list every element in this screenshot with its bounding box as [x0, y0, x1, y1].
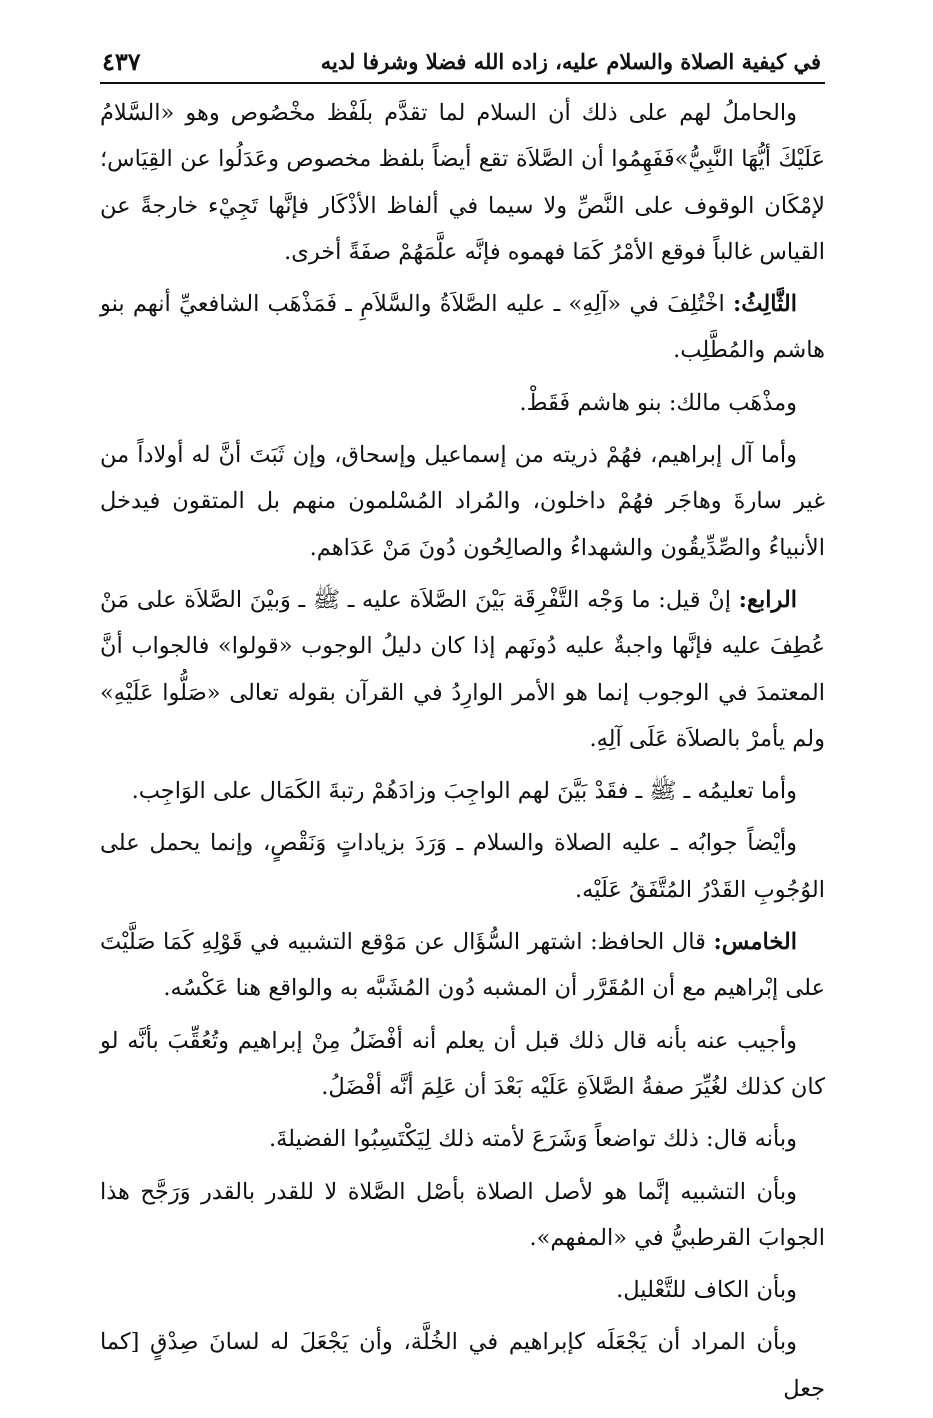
- section-label-fifth: الخامس:: [713, 929, 797, 956]
- page-header: [100, 38, 825, 84]
- paragraph-10: [100, 1116, 825, 1168]
- paragraph-13-text: وبأن المراد أن يَجْعَلَه كإبراهيم في الخُلَّة، وأن يَجْعَلَ له لسانَ صِدْقٍ [كما جعل: [100, 1329, 825, 1402]
- paragraph-12-text: وبأن الكاف للتَّعْليل.: [616, 1277, 797, 1304]
- paragraph-7-text: وأيْضاً جوابُه ـ عليه الصلاة والسلام ـ وَرَدَ بزياداتٍ وَنَقْصٍ، وإنما يحمل على الوُجُوبِ القَدْرُ المُتَّفَقُ عَلَيْه.: [100, 830, 825, 903]
- page-body: [100, 90, 825, 1418]
- paragraph-2-text: اخْتُلِفَ في «آلِهِ» ـ عليه الصَّلاَةُ والسَّلاَمِ ـ فَمَذْهَب الشافعيِّ أنهم بنو هاشم والمُطَّلِب.: [100, 291, 825, 364]
- paragraph-13: [100, 1319, 825, 1418]
- paragraph-12: [100, 1267, 825, 1319]
- paragraph-6-text: وأما تعليمُه ـ ﷺ ـ فقَدْ بَيَّنَ لهم الواجِبَ وزادَهُمْ رتبةَ الكَمَال على الوَاجِب.: [131, 778, 797, 805]
- paragraph-4: [100, 432, 825, 577]
- running-title: في كيفية الصلاة والسلام عليه، زاده الله فضلا وشرفا لديه: [320, 49, 821, 74]
- section-label-third: الثَّالِثُ:: [732, 291, 797, 318]
- paragraph-5-text: إنْ قيل: ما وَجْه التَّفْرِقَة بَيْنَ الصَّلاَة عليه ـ ﷺ ـ وَبيْنَ الصَّلاَة على مَنْ عُطِفَ عليه فإنَّها واجبةٌ عليه دُونَهم إذا كان دليلُ الوجوب «قولوا» فالجواب أنَّ المعتمدَ في الوجوب إنما هو الأمر الوارِدُ في القرآن بقوله تعالى «صَلُّوا عَلَيْهِ» ولم يأمرْ بالصلاَة عَلَى آلِهِ.: [100, 586, 825, 752]
- paragraph-2: [100, 281, 825, 380]
- paragraph-10-text: وبأنه قال: ذلك تواضعاً وَشَرَعَ لأمته ذلك لِيَكْتَسِبُوا الفضيلةَ.: [268, 1126, 797, 1153]
- paragraph-8: [100, 919, 825, 1018]
- paragraph-3: [100, 380, 825, 432]
- paragraph-11-text: وبأن التشبيه إنَّما هو لأصل الصلاة بأصْل الصَّلاة لا للقدر بالقدر وَرَجَّح هذا الجوابَ القرطبيُّ في «المفهم».: [100, 1178, 825, 1251]
- paragraph-8-text: قال الحافظ: اشتهر السُّؤَال عن مَوْقع التشبيه في قَوْلِهِ كَمَا صَلَّيْتَ على إبْراهيم مع أن المُقَرَّر أن المشبه دُون المُشَبَّه به والواقع هنا عَكْسُه.: [100, 929, 825, 1002]
- section-label-fourth: الرابع:: [738, 586, 797, 613]
- paragraph-5: [100, 577, 825, 768]
- page-number: ٤٣٧: [102, 47, 141, 76]
- paragraph-11: [100, 1169, 825, 1268]
- paragraph-9-text: وأجيب عنه بأنه قال ذلك قبل أن يعلم أنه أفْضَلُ مِنْ إبراهيم وتُعُقِّبَ بأنَّه لو كان كذلك لغُيِّرَ صفةُ الصَّلاَةِ عَلَيْه بَعْدَ أن عَلِمَ أنَّه أفْضَلُ.: [100, 1027, 825, 1100]
- paragraph-4-text: وأما آل إبراهيم، فهُمْ ذريته من إسماعيل وإسحاق، وإن ثَبَتَ أنَّ له أولاداً من غير سارةَ وهاجَر فهُمْ داخلون، والمُراد المُسْلمون منهم بل المتقون فيدخل الأنبياءُ والصِّدِّيقُون والشهداءُ والصالِحُون دُونَ مَنْ عَدَاهم.: [100, 442, 825, 561]
- paragraph-7: [100, 820, 825, 919]
- paragraph-1-text: والحاملُ لهم على ذلك أن السلام لما تقدَّم بلَفْظ مخْصُوص وهو «السَّلامُ عَلَيْكَ أيُّهَا النَّبِيُّ»فَفَهِمُوا أن الصَّلاَة تقع أيضاً بلفظ مخصوص وعَدَلُوا عن القِيَاس؛ لإمْكَان الوقوف على النَّصِّ ولا سيما في ألفاظ الأذْكَار فإنَّها تَجِيْء خارجةً عن القياس غالباً فوقع الأمْرُ كَمَا فهموه فإنَّه علَّمَهُمْ صفَةً أخرى.: [100, 100, 825, 265]
- paragraph-3-text: ومذْهَب مالك: بنو هاشم فَقَطْ.: [519, 389, 797, 416]
- paragraph-9: [100, 1018, 825, 1117]
- paragraph-1: [100, 90, 825, 281]
- paragraph-6: [100, 768, 825, 820]
